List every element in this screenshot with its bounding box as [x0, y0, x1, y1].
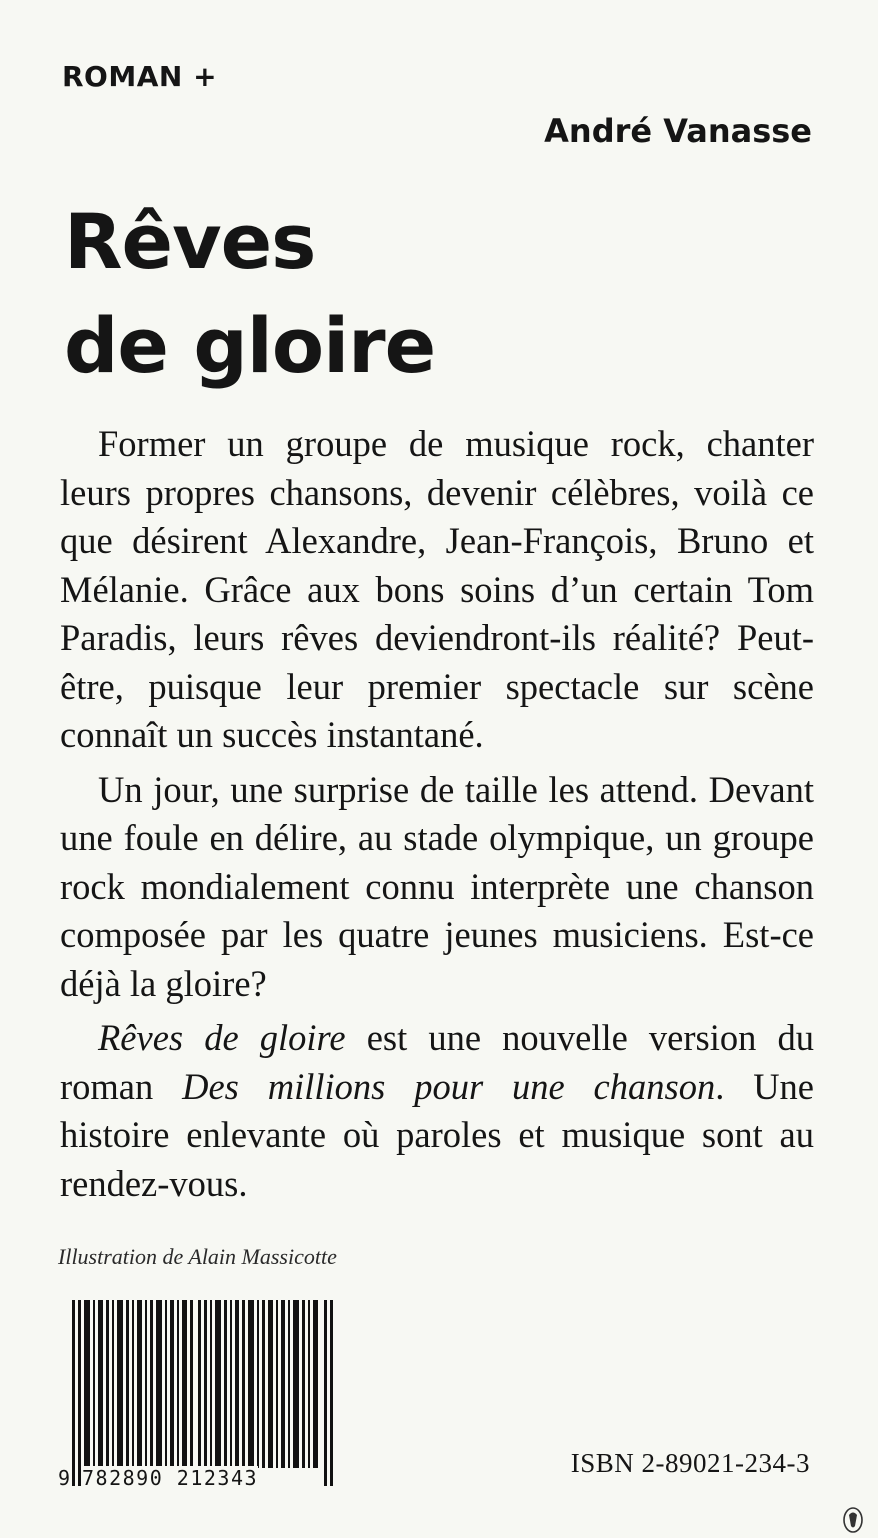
summary-paragraph-2: Un jour, une surprise de taille les attend. Devant une foule en délire, au stade olympique, un groupe rock mondialement connu interprète une chanson composée par les quatre jeunes musiciens. Est-ce déjà la gloire?	[60, 768, 814, 1004]
summary-paragraph-1: Former un groupe de musique rock, chanter leurs propres chansons, devenir célèbres, voilà ce que désirent Alexandre, Jean-François, Bruno et Mélanie. Grâce aux bons soins d’un certain Tom Paradis, leurs rêves deviendront-ils réalité? Peut-être, puisque leur premier spectacle sur scène connaît un succès instantané.	[60, 423, 814, 755]
author-name: André Vanasse	[544, 112, 812, 150]
barcode-digits: 782890 212343	[82, 1466, 259, 1490]
barcode-bars	[70, 1300, 336, 1486]
summary-paragraph-3	[60, 1014, 814, 1208]
illustration-credit: Illustration de Alain Massicotte	[58, 1244, 337, 1269]
barcode-lead-digit: 9	[58, 1466, 71, 1490]
isbn-number: ISBN 2-89021-234-3	[570, 1448, 810, 1478]
former-title-reference: Des millions pour une chanson	[182, 1065, 716, 1107]
summary-text-segment: . Une histoire enlevante où paroles et musique sont au rendez-vous.	[60, 1065, 815, 1204]
series-label: ROMAN +	[62, 60, 218, 93]
title-line-1: Rêves	[64, 197, 316, 286]
title-line-2: de gloire	[64, 301, 436, 390]
title-reference: Rêves de gloire	[98, 1017, 346, 1058]
publisher-logo-icon	[842, 1506, 864, 1534]
summary-text	[60, 420, 814, 1208]
barcode	[58, 1300, 336, 1490]
summary-text-segment: est une nouvelle version du roman	[60, 1017, 814, 1107]
book-title	[64, 190, 435, 398]
